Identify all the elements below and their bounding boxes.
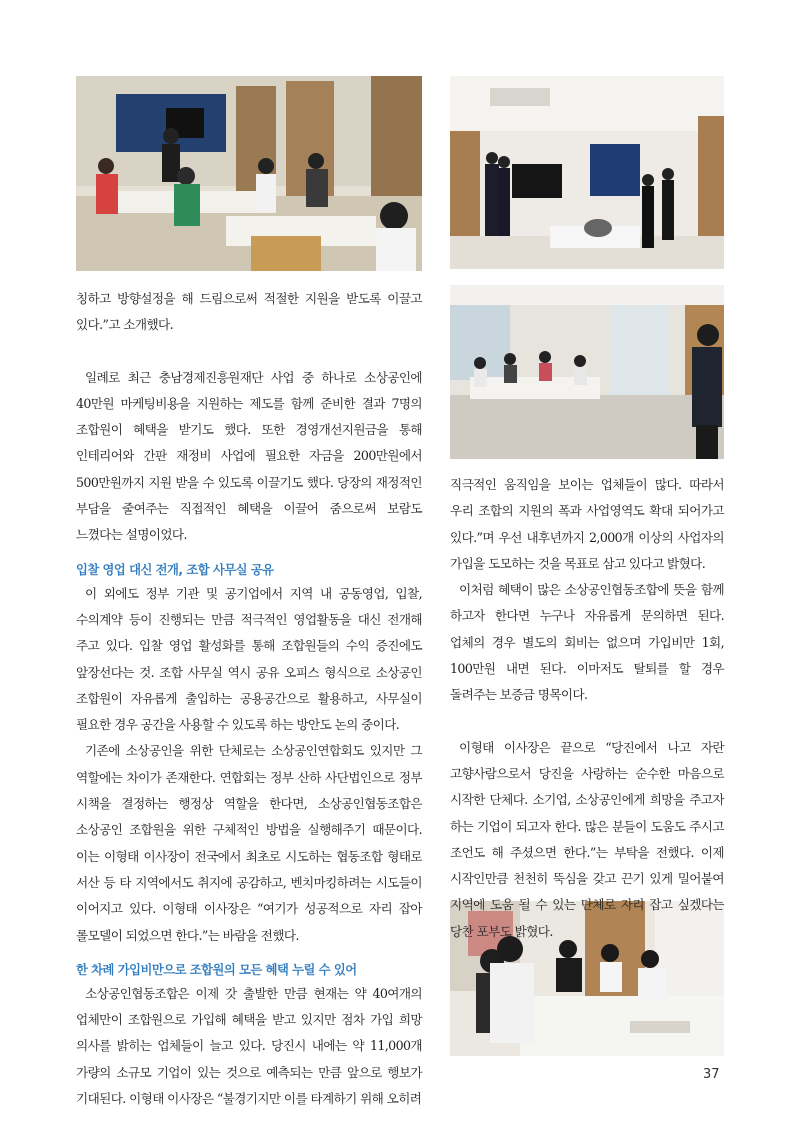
paragraph: 직극적인 움직임을 보이는 업체들이 많다. 따라서 우리 조합의 지원의 폭과 사업영역도 확대 되어가고 있다.”며 우선 내후년까지 2,000개 이상의 사업자의 가입을 도모하는 것을 목표로 삼고 있다고 밝혔다. — [450, 477, 724, 571]
office-opening-image — [450, 76, 724, 269]
meeting-presentation-image — [450, 285, 724, 459]
paragraph: 이처럼 혜택이 많은 소상공인협동조합에 뜻을 함께 하고자 한다면 누구나 자유롭게 문의하면 된다. 업체의 경우 별도의 회비는 없으며 가입비만 1회, 100만원 내면 된다. 이마저도 탈퇴를 할 경우 돌려주는 보증금 명목이다. — [450, 582, 724, 703]
left-column — [76, 286, 422, 1112]
paragraph: 일례로 최근 충남경제진흥원재단 사업 중 하나로 소상공인에 40만원 마케팅비용을 지원하는 제도를 함께 준비한 결과 7명의 조합원이 혜택을 받기도 했다. 또한 경영개선지원금을 통해 인테리어와 간판 재정비 사업에 필요한 자금을 200만원에서 500만원까지 지원 받을 수 있도록 이끌기도 했다. 당장의 재정적인 부담을 줄여주는 직접적인 혜택을 이끌어 줌으로써 보람도 느꼈다는 설명이었다. — [76, 369, 422, 543]
seminar-room-image — [76, 76, 422, 271]
photo-office-opening — [450, 76, 724, 269]
photo-seminar-room — [76, 76, 422, 271]
paragraph: 기존에 소상공인을 위한 단체로는 소상공인연합회도 있지만 그 역할에는 차이가 존재한다. 연합회는 정부 산하 사단법인으로 정부 시책을 결정하는 행정상 역할을 한다면, 소상공인협동조합은 소상공인 조합원을 위한 구체적인 방법을 실행해주기 때문이다. 이는 이형태 이사장이 전국에서 최초로 시도하는 협동조합 형태로 서산 등 타 지역에서도 취지에 공감하고, 벤치마킹하려는 시도들이 이어지고 있다. 이형태 이사장은 “여기가 성공적으로 자리 잡아 롤모델이 되었으면 한다.”는 바람을 전했다. — [76, 743, 422, 943]
right-column — [450, 472, 724, 945]
paragraph: 이 외에도 정부 기관 및 공기업에서 지역 내 공동영업, 입찰, 수의계약 등이 진행되는 만큼 적극적인 영업활동을 대신 전개해 주고 있다. 입찰 영업 활성화를 통해 조합원들의 수익 증진에도 앞장선다는 것. 조합 사무실 역시 공유 오피스 형식으로 소상공인 조합원이 자유롭게 출입하는 공용공간으로 활용하고, 사무실이 필요한 경우 공간을 사용할 수 있도록 하는 방안도 논의 중이다. — [76, 585, 422, 733]
section-heading: 한 차례 가입비만으로 조합원의 모든 혜택 누릴 수 있어 — [76, 962, 357, 977]
paragraph: 소상공인협동조합은 이제 갓 출발한 만큼 현재는 약 40여개의 업체만이 조합원으로 가입해 혜택을 받고 있지만 점차 가입 희망 의사를 밝히는 업체들이 늘고 있다. 당진시 내에는 약 11,000개 가량의 소규모 기업이 있는 것으로 예측되는 만큼 앞으로 행보가 기대된다. 이형태 이사장은 “불경기지만 이를 타계하기 위해 오히려 — [76, 985, 422, 1107]
paragraph: 이형태 이사장은 끝으로 “당진에서 나고 자란 고향사람으로서 당진을 사랑하는 순수한 마음으로 시작한 단체다. 소기업, 소상공인에게 희망을 주고자 하는 기업이 되고자 한다. 많은 분들이 도움도 주시고 조언도 해 주셨으면 한다.”는 부탁을 전했다. 이제 시작인만큼 천천히 뚝심을 갖고 끈기 있게 밀어붙여 지역에 도움 될 수 있는 단체로 자리 잡고 싶겠다는 당찬 포부도 밝혔다. — [450, 739, 724, 939]
paragraph: 칭하고 방향설정을 해 드림으로써 적절한 지원을 받도록 이끌고 있다.”고 소개했다. — [76, 291, 422, 333]
photo-meeting-presentation — [450, 285, 724, 459]
page-number: 37 — [703, 1067, 720, 1082]
section-heading: 입찰 영업 대신 전개, 조합 사무실 공유 — [76, 562, 274, 577]
